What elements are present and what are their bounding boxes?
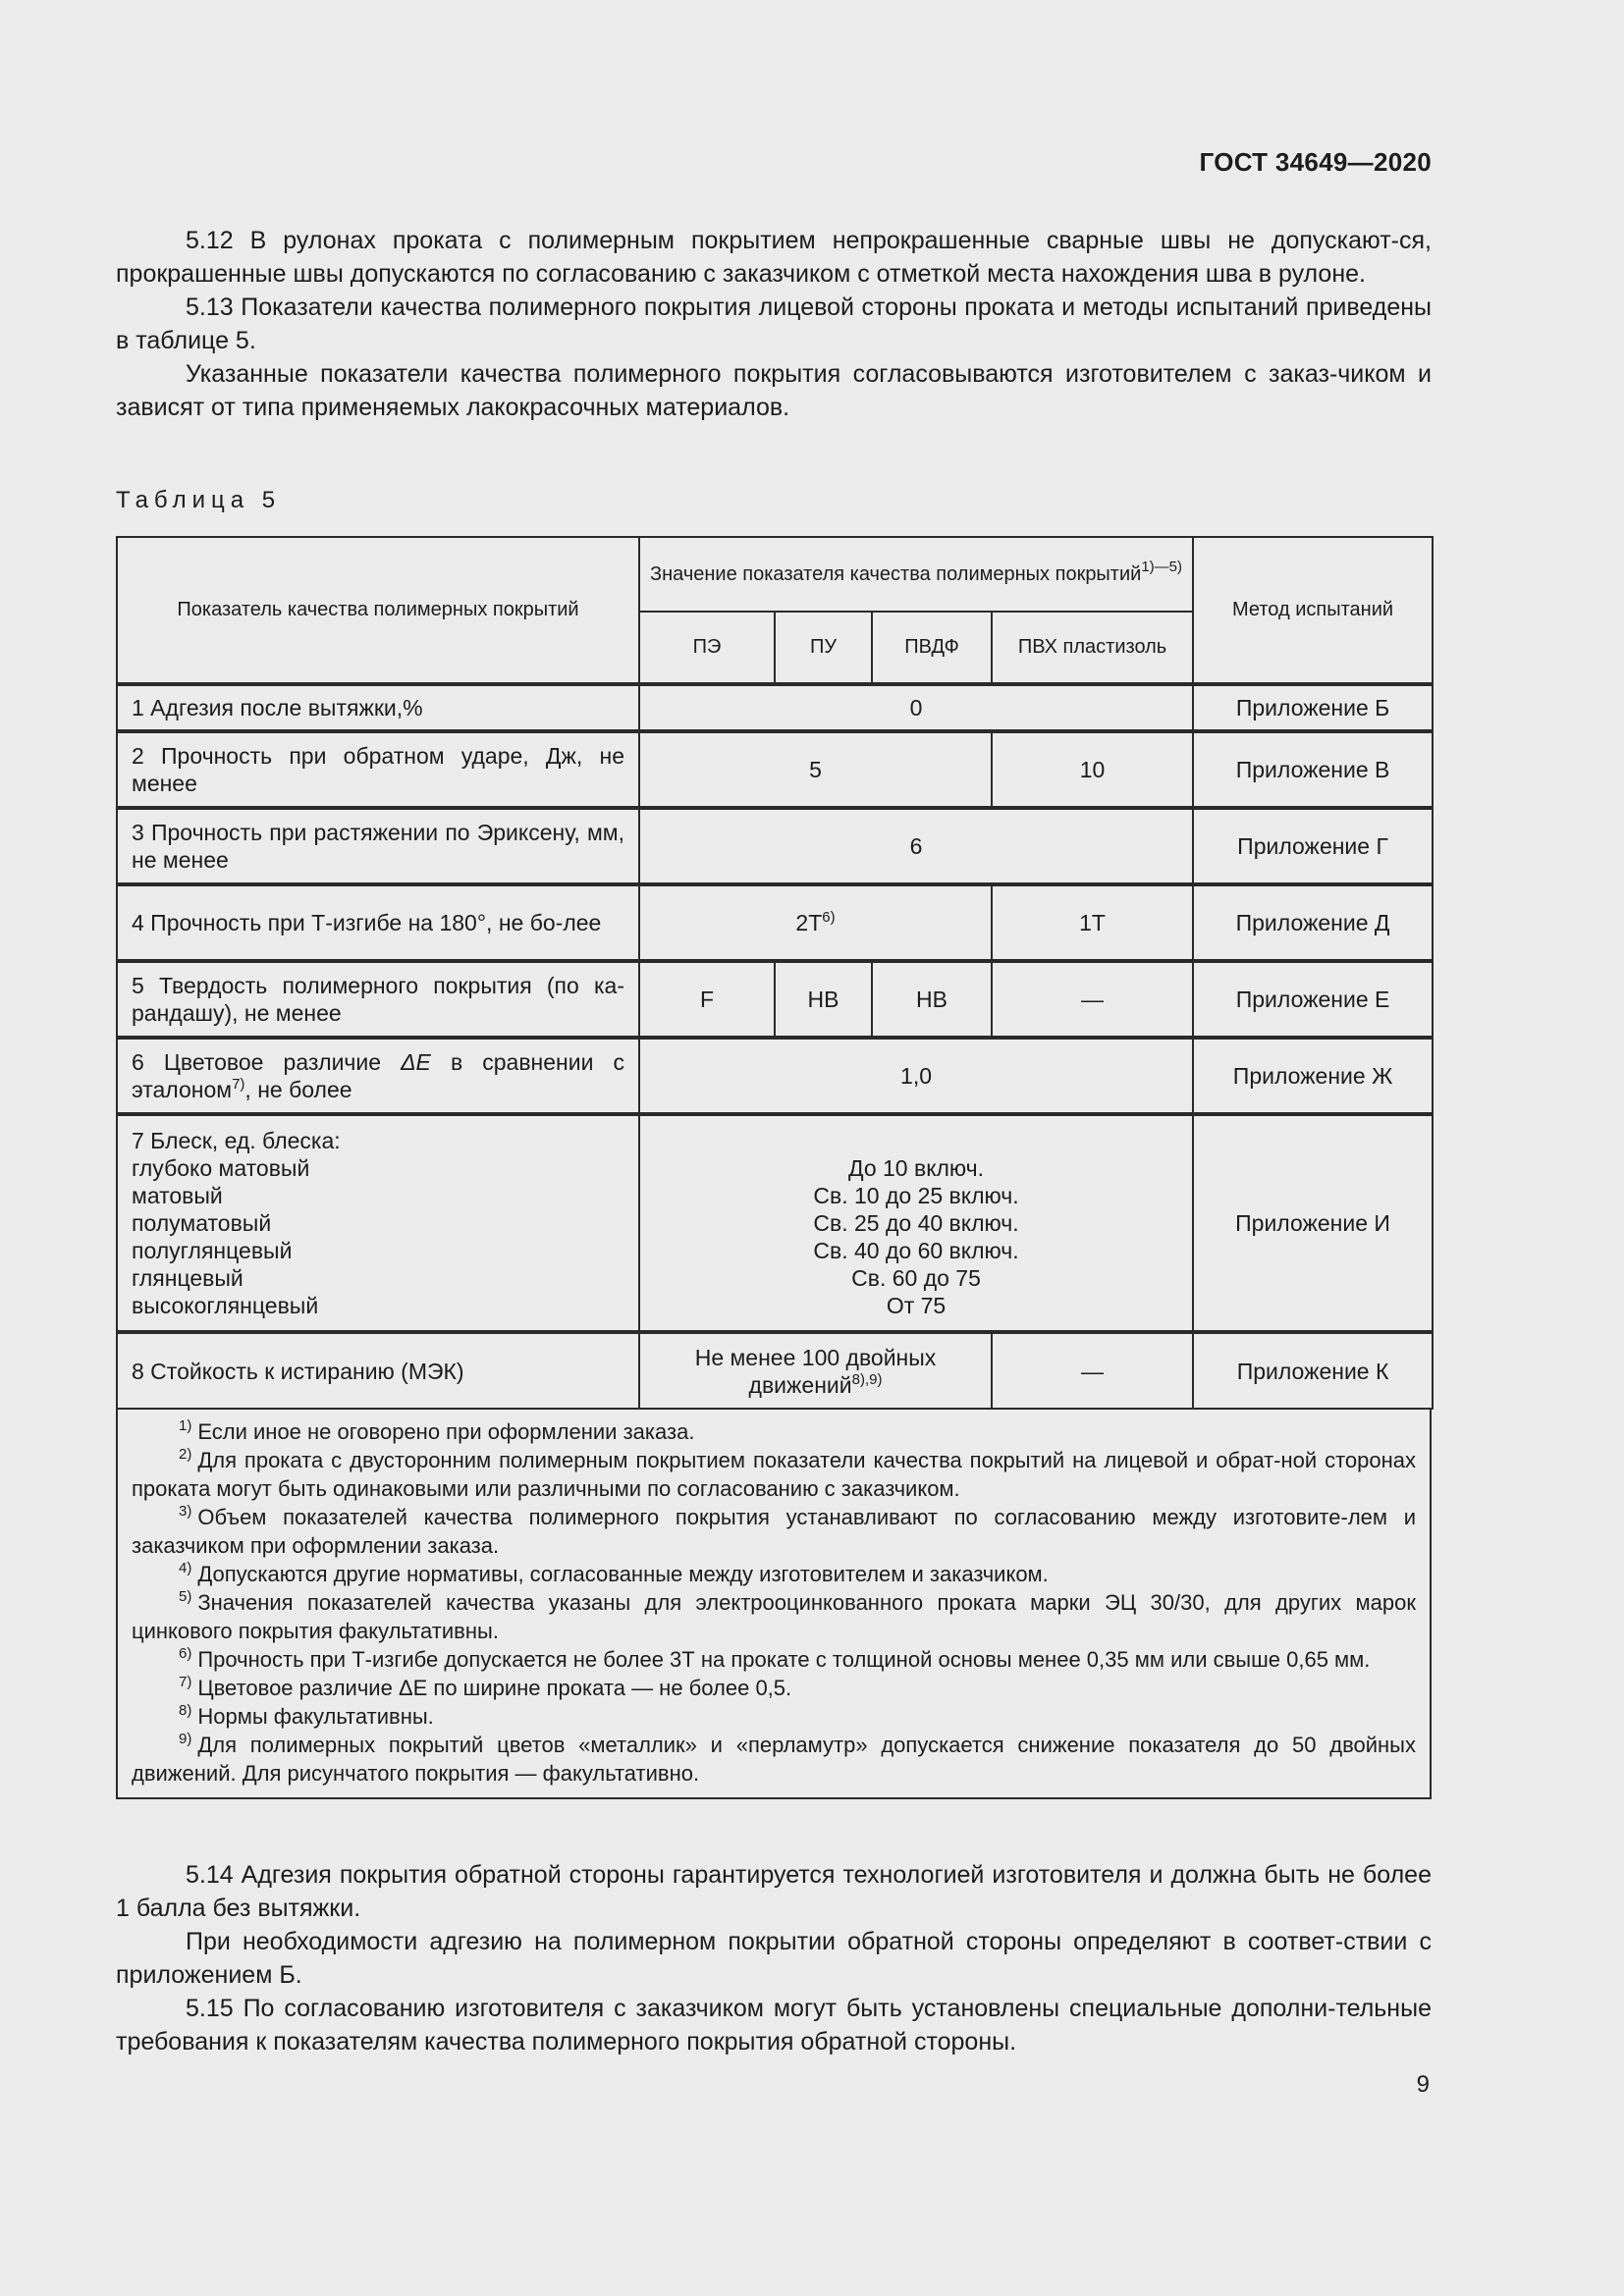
header-pe: ПЭ	[639, 612, 775, 684]
row-1-name: 1 Адгезия после вытяжки,%	[117, 684, 639, 731]
footnote-mark: 8)	[179, 1702, 192, 1719]
footnote	[132, 1674, 1416, 1702]
footnote	[132, 1446, 1416, 1503]
footnote	[132, 1588, 1416, 1645]
row-6-name	[117, 1038, 639, 1114]
row-4-value-a-sup: 6)	[822, 909, 836, 926]
row-6-name-mid: в сравнении с эталоном	[132, 1049, 624, 1102]
row-4-value-b: 1Т	[992, 884, 1193, 961]
row-5-pvdf: HB	[872, 961, 992, 1038]
footnote-mark: 7)	[179, 1674, 192, 1690]
footnote-mark: 2)	[179, 1446, 192, 1463]
standard-code: ГОСТ 34649—2020	[1199, 147, 1432, 177]
footnote-text: Допускаются другие нормативы, согласованные между изготовителем и заказчиком.	[197, 1562, 1049, 1586]
gloss-range: До 10 включ.	[847, 1155, 985, 1181]
row-1-method: Приложение Б	[1193, 684, 1433, 731]
row-8-value-a-sup: 8),9)	[851, 1370, 883, 1388]
row-5-pu: HB	[775, 961, 872, 1038]
footnote-text: Если иное не оговорено при оформлении заказа.	[197, 1419, 695, 1444]
row-8-value-b: —	[992, 1332, 1193, 1409]
page-number: 9	[1416, 2071, 1430, 2098]
footnote-text: Объем показателей качества полимерного покрытия устанавливают по согласованию между изготовите-лем и заказчиком при оформлении заказа.	[132, 1505, 1416, 1558]
table-row	[117, 1114, 1433, 1332]
footnote-text: Нормы факультативны.	[197, 1704, 434, 1729]
paragraph-5-15: 5.15 По согласованию изготовителя с заказчиком могут быть установлены специальные дополни-тельные требования к показателям качества полимерного покрытия обратной стороны.	[116, 1995, 1432, 2056]
row-6-method: Приложение Ж	[1193, 1038, 1433, 1114]
row-8-value-a	[639, 1332, 992, 1409]
closing-section	[116, 1858, 1432, 2058]
paragraph-5-12: 5.12 В рулонах проката с полимерным покрытием непрокрашенные сварные швы не допускают-ся, прокрашенные швы допускаются по согласованию с заказчиком с отметкой места нахождения шва в рулоне.	[116, 227, 1432, 288]
footnote	[132, 1417, 1416, 1446]
row-8-name: 8 Стойкость к истиранию (МЭК)	[117, 1332, 639, 1409]
row-2-name: 2 Прочность при обратном ударе, Дж, не менее	[117, 731, 639, 808]
table-footnotes	[116, 1410, 1432, 1799]
table-row	[117, 731, 1433, 808]
paragraph-5-14: 5.14 Адгезия покрытия обратной стороны гарантируется технологией изготовителя и должна быть не более 1 балла без вытяжки.	[116, 1861, 1432, 1922]
footnote	[132, 1731, 1416, 1788]
row-4-value-a	[639, 884, 992, 961]
footnote-text: Для полимерных покрытий цветов «металлик» и «перламутр» допускается снижение показателя до 50 двойных движений. Для рисунчатого покрытия — факультативно.	[132, 1733, 1416, 1786]
header-indicator: Показатель качества полимерных покрытий	[117, 537, 639, 684]
gloss-range: От 75	[886, 1293, 947, 1318]
gloss-range: Св. 40 до 60 включ.	[813, 1238, 1019, 1263]
gloss-heading: 7 Блеск, ед. блеска:	[132, 1128, 341, 1153]
table-row	[117, 961, 1433, 1038]
gloss-level: высокоглянцевый	[132, 1293, 319, 1318]
row-6-name-part: 6 Цветовое различие	[132, 1049, 402, 1075]
footnote	[132, 1560, 1416, 1588]
gloss-level: глянцевый	[132, 1265, 244, 1291]
row-7-value	[639, 1114, 1193, 1332]
footnote	[132, 1702, 1416, 1731]
footnote-text: Значения показателей качества указаны для электрооцинкованного проката марки ЭЦ 30/30, для других марок цинкового покрытия факультативны.	[132, 1590, 1416, 1643]
row-4-value-a-text: 2Т	[795, 910, 823, 935]
footnote-text: Прочность при Т-изгибе допускается не более 3Т на прокате с толщиной основы менее 0,35 мм или свыше 0,65 мм.	[197, 1647, 1371, 1672]
header-pvdf: ПВДФ	[872, 612, 992, 684]
row-8-method: Приложение К	[1193, 1332, 1433, 1409]
table-caption: Таблица 5	[116, 487, 282, 513]
row-8-value-a-text: Не менее 100 двойных движений	[694, 1344, 937, 1398]
row-5-method: Приложение Е	[1193, 961, 1433, 1038]
table-5	[116, 536, 1432, 1799]
header-pvc: ПВХ пластизоль	[992, 612, 1193, 684]
row-3-name: 3 Прочность при растяжении по Эриксену, мм, не менее	[117, 808, 639, 884]
row-3-method: Приложение Г	[1193, 808, 1433, 884]
row-6-name-delta: ΔE	[401, 1049, 431, 1075]
footnote-mark: 3)	[179, 1503, 192, 1520]
footnote-mark: 5)	[179, 1588, 192, 1605]
row-1-value: 0	[639, 684, 1193, 731]
header-method: Метод испытаний	[1193, 537, 1433, 684]
row-3-value: 6	[639, 808, 1193, 884]
gloss-level: матовый	[132, 1183, 223, 1208]
gloss-level: глубоко матовый	[132, 1155, 310, 1181]
header-value-group-label: Значение показателя качества полимерных покрытий	[650, 562, 1142, 585]
table-row	[117, 1038, 1433, 1114]
table-row	[117, 1332, 1433, 1409]
table-row	[117, 808, 1433, 884]
header-pu: ПУ	[775, 612, 872, 684]
footnote-mark: 4)	[179, 1560, 192, 1576]
row-6-name-after: , не более	[244, 1077, 352, 1102]
gloss-level: полуглянцевый	[132, 1238, 293, 1263]
gloss-range: Св. 10 до 25 включ.	[813, 1183, 1019, 1208]
row-2-value-b: 10	[992, 731, 1193, 808]
row-5-pe: F	[639, 961, 775, 1038]
row-2-value-a: 5	[639, 731, 992, 808]
row-5-pvc: —	[992, 961, 1193, 1038]
row-7-name	[117, 1114, 639, 1332]
row-7-method: Приложение И	[1193, 1114, 1433, 1332]
paragraph-5-13: 5.13 Показатели качества полимерного покрытия лицевой стороны проката и методы испытаний приведены в таблице 5.	[116, 294, 1432, 354]
row-4-name: 4 Прочность при Т-изгибе на 180°, не бо-лее	[117, 884, 639, 961]
footnote-mark: 9)	[179, 1731, 192, 1747]
footnote-mark: 1)	[179, 1417, 192, 1434]
gloss-range: Св. 25 до 40 включ.	[813, 1210, 1019, 1236]
table-row	[117, 884, 1433, 961]
gloss-range: Св. 60 до 75	[851, 1265, 981, 1291]
header-value-group	[639, 537, 1193, 612]
gloss-level: полуматовый	[132, 1210, 272, 1236]
header-value-group-sup: 1)—5)	[1141, 558, 1183, 575]
footnote-text: Цветовое различие ΔE по ширине проката — не более 0,5.	[197, 1676, 792, 1700]
row-6-value: 1,0	[639, 1038, 1193, 1114]
footnote	[132, 1645, 1416, 1674]
table-row	[117, 684, 1433, 731]
row-6-name-sup: 7)	[232, 1076, 245, 1093]
footnote-text: Для проката с двусторонним полимерным покрытием показатели качества покрытий на лицевой и обрат-ной сторонах проката могут быть одинаковыми или различными по согласованию с заказчиком.	[132, 1448, 1416, 1501]
row-5-name: 5 Твердость полимерного покрытия (по ка-рандашу), не менее	[117, 961, 639, 1038]
footnote	[132, 1503, 1416, 1560]
row-4-method: Приложение Д	[1193, 884, 1433, 961]
intro-section	[116, 224, 1432, 424]
paragraph-adhesion-method: При необходимости адгезию на полимерном покрытии обратной стороны определяют в соответ-ствии с приложением Б.	[116, 1928, 1432, 1989]
paragraph-quality-agreement: Указанные показатели качества полимерного покрытия согласовываются изготовителем с заказ-чиком и зависят от типа применяемых лакокрасочных материалов.	[116, 360, 1432, 421]
row-2-method: Приложение В	[1193, 731, 1433, 808]
footnote-mark: 6)	[179, 1645, 192, 1662]
